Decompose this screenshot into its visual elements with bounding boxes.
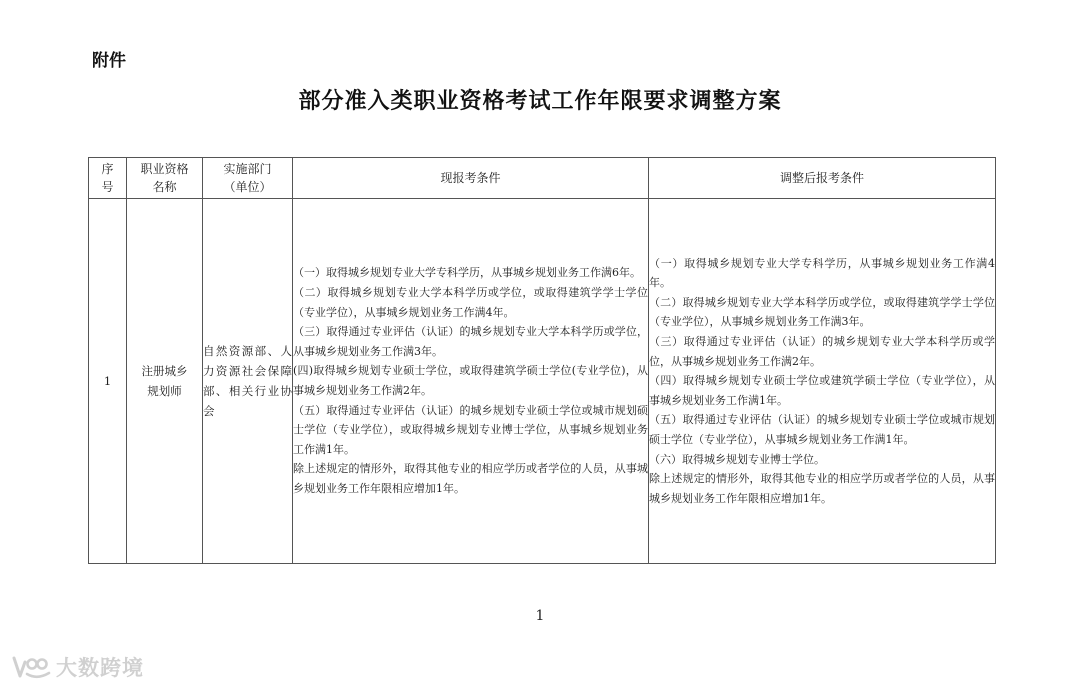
header-qualification	[127, 158, 203, 199]
page-number: 1	[535, 608, 545, 624]
row-department: 自然资源部、人力资源社会保障部、相关行业协会	[203, 199, 293, 564]
row-qualification-line1: 注册城乡	[141, 364, 188, 378]
watermark	[10, 652, 144, 682]
header-qualification-line1: 职业资格	[140, 162, 189, 176]
attachment-label: 附件	[92, 51, 126, 71]
current-condition-3: （三）取得通过专业评估（认证）的城乡规划专业大学本科学历或学位，从事城乡规划业务工作满3年。	[293, 325, 648, 358]
table-row	[89, 199, 996, 564]
adjusted-condition-note: 除上述规定的情形外，取得其他专业的相应学历或者学位的人员，从事城乡规划业务工作年限相应增加1年。	[649, 472, 995, 505]
adjusted-condition-4: （四）取得城乡规划专业硕士学位或建筑学硕士学位（专业学位），从事城乡规划业务工作满1年。	[649, 374, 995, 407]
row-current-conditions	[293, 199, 649, 564]
adjusted-condition-2: （二）取得城乡规划专业大学本科学历或学位，或取得建筑学学士学位（专业学位），从事城乡规划业务工作满3年。	[649, 295, 995, 329]
current-condition-2: （二）取得城乡规划专业大学本科学历或学位，或取得建筑学学士学位（专业学位），从事城乡规划业务工作满4年。	[293, 286, 648, 319]
current-condition-note: 除上述规定的情形外，取得其他专业的相应学历或者学位的人员，从事城乡规划业务工作年限相应增加1年。	[293, 462, 648, 495]
adjusted-condition-1: （一）取得城乡规划专业大学专科学历，从事城乡规划业务工作满4年。	[649, 256, 995, 290]
header-department-line2: （单位）	[223, 180, 272, 194]
current-condition-4: (四)取得城乡规划专业硕士学位，或取得建筑学硕士学位(专业学位)，从事城乡规划业务工作满2年。	[293, 364, 648, 397]
header-seq-line2: 号	[101, 180, 114, 194]
header-adjusted-conditions: 调整后报考条件	[649, 158, 996, 199]
watermark-text: 大数跨境	[56, 656, 144, 680]
header-seq-line1: 序	[101, 162, 114, 176]
row-seq: 1	[89, 199, 127, 564]
current-condition-1: （一）取得城乡规划专业大学专科学历，从事城乡规划业务工作满6年。	[293, 266, 641, 280]
table-header-row	[89, 158, 996, 199]
header-department	[203, 158, 293, 199]
row-qualification	[127, 199, 203, 564]
row-qualification-line2: 规划师	[147, 384, 182, 398]
row-adjusted-conditions	[649, 199, 996, 564]
header-seq	[89, 158, 127, 199]
header-department-line1: 实施部门	[223, 162, 272, 176]
adjusted-condition-5: （五）取得通过专业评估（认证）的城乡规划专业硕士学位或城市规划硕士学位（专业学位），从事城乡规划业务工作满1年。	[649, 413, 995, 446]
requirements-table	[88, 157, 996, 564]
current-condition-5: （五）取得通过专业评估（认证）的城乡规划专业硕士学位或城市规划硕士学位（专业学位），或取得城乡规划专业博士学位，从事城乡规划业务工作满1年。	[293, 403, 648, 456]
adjusted-condition-3: （三）取得通过专业评估（认证）的城乡规划专业大学本科学历或学位，从事城乡规划业务工作满2年。	[649, 335, 995, 368]
document-title: 部分准入类职业资格考试工作年限要求调整方案	[298, 89, 782, 114]
adjusted-condition-6: （六）取得城乡规划专业博士学位。	[649, 452, 825, 466]
brand-logo-icon	[10, 654, 54, 680]
header-qualification-line2: 名称	[152, 180, 177, 194]
header-current-conditions: 现报考条件	[293, 158, 649, 199]
